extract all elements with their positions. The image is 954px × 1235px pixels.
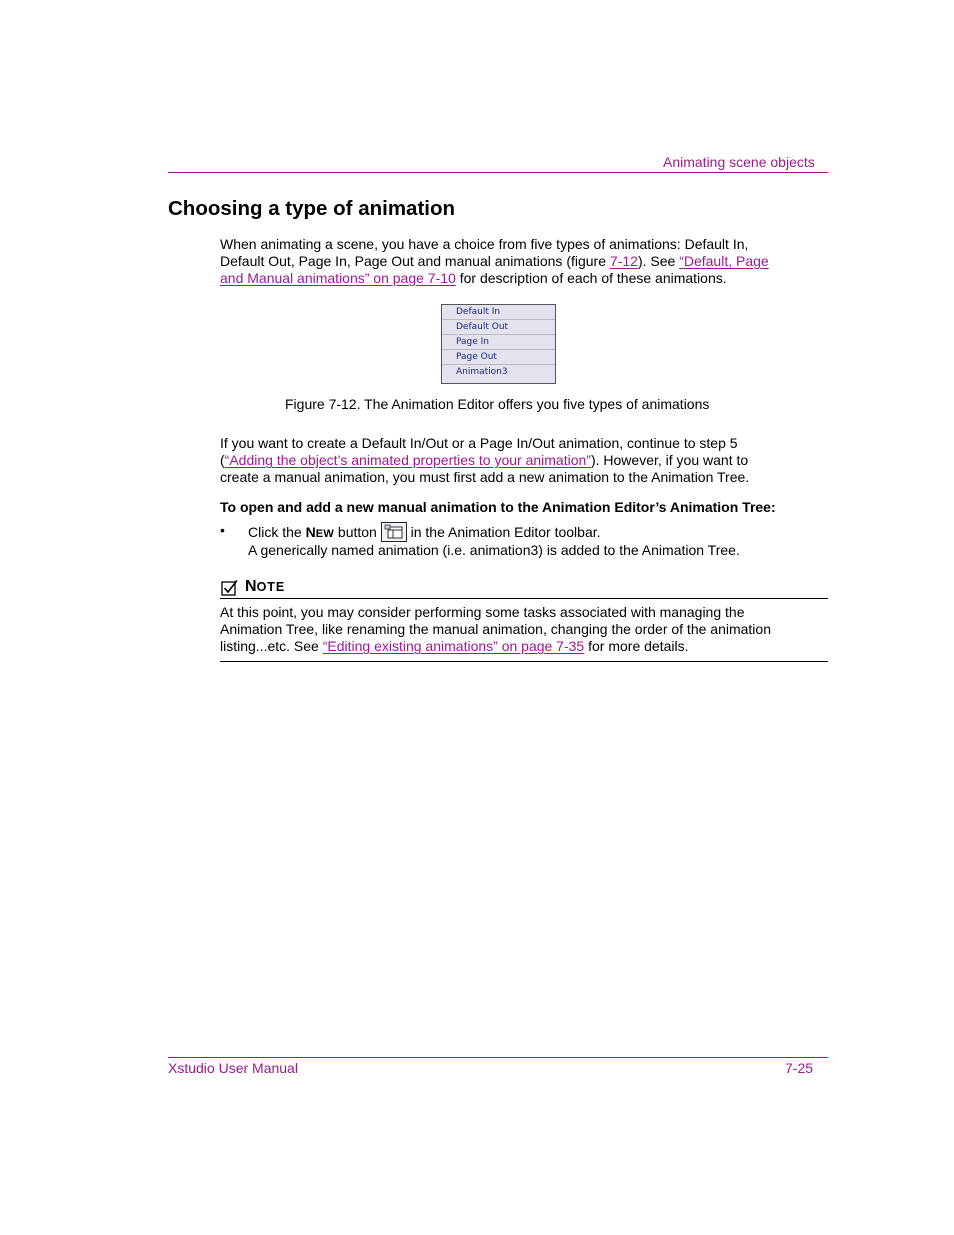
running-header: Animating scene objects [663, 154, 815, 170]
bullet-text: Click the [248, 524, 306, 540]
bullet-marker: • [220, 522, 225, 538]
note-bottom-rule [220, 661, 828, 662]
new-animation-icon [382, 523, 406, 541]
intro-line-2 [220, 253, 820, 270]
footer-rule [168, 1057, 828, 1058]
para2-line-3: create a manual animation, you must first add a new animation to the Animation Tree. [220, 469, 750, 485]
default-page-link-cont[interactable]: and Manual animations” on page 7-10 [220, 270, 456, 286]
para2-text: ( [220, 452, 225, 468]
list-item-default-in[interactable]: Default In [442, 305, 555, 320]
checkbox-checked-icon [221, 579, 239, 597]
note-title [245, 578, 285, 596]
animation-type-list [441, 304, 556, 384]
intro-text: ). See [637, 253, 680, 269]
figure-link[interactable]: 7-12 [609, 253, 638, 269]
bullet-step [248, 522, 601, 543]
list-item-animation3[interactable]: Animation3 [456, 367, 508, 377]
figure-caption: Figure 7-12. The Animation Editor offers you five types of animations [285, 396, 710, 412]
list-item-page-in[interactable]: Page In [442, 335, 555, 350]
page-title: Choosing a type of animation [168, 197, 456, 220]
new-label-rest: EW [315, 528, 335, 540]
new-label-first: N [305, 524, 316, 540]
note-body [220, 604, 820, 655]
bullet-result: A generically named animation (i.e. animation3) is added to the Animation Tree. [248, 542, 740, 558]
intro-text: for description of each of these animations. [455, 270, 727, 286]
para2-line-1: If you want to create a Default In/Out or a Page In/Out animation, continue to step 5 [220, 435, 738, 451]
para2-text: ). However, if you want to [590, 452, 749, 468]
new-animation-button[interactable] [381, 522, 407, 542]
note-text: for more details. [584, 638, 689, 654]
list-item-page-out[interactable]: Page Out [442, 350, 555, 365]
default-page-link[interactable]: “Default, Page [679, 253, 769, 269]
note-line-2: Animation Tree, like renaming the manual animation, changing the order of the animation [220, 621, 771, 637]
para2-line-2 [220, 452, 820, 469]
intro-text: Default Out, Page In, Page Out and manual animations (figure [220, 253, 610, 269]
note-title-rest: OTE [256, 580, 286, 594]
editing-animations-link[interactable]: “Editing existing animations” on page 7-35 [322, 638, 585, 654]
step-paragraph [220, 435, 820, 486]
note-line-3 [220, 638, 820, 655]
footer-page-number: 7-25 [785, 1060, 814, 1076]
note-line-1: At this point, you may consider performing some tasks associated with managing the [220, 604, 745, 620]
header-rule [168, 172, 828, 173]
bullet-text: button [334, 524, 381, 540]
bullet-text: in the Animation Editor toolbar. [406, 524, 601, 540]
note-title-first: N [245, 578, 257, 595]
intro-line-1: When animating a scene, you have a choice from five types of animations: Default In, [220, 236, 749, 252]
footer-manual-title: Xstudio User Manual [168, 1060, 298, 1076]
intro-line-3 [220, 270, 820, 287]
intro-paragraph [220, 236, 820, 287]
adding-properties-link[interactable]: “Adding the object’s animated properties to your animation” [224, 452, 591, 468]
procedure-heading: To open and add a new manual animation to the Animation Editor’s Animation Tree: [220, 499, 776, 515]
note-text: listing...etc. See [220, 638, 323, 654]
note-top-rule [220, 598, 828, 599]
list-item-default-out[interactable]: Default Out [442, 320, 555, 335]
